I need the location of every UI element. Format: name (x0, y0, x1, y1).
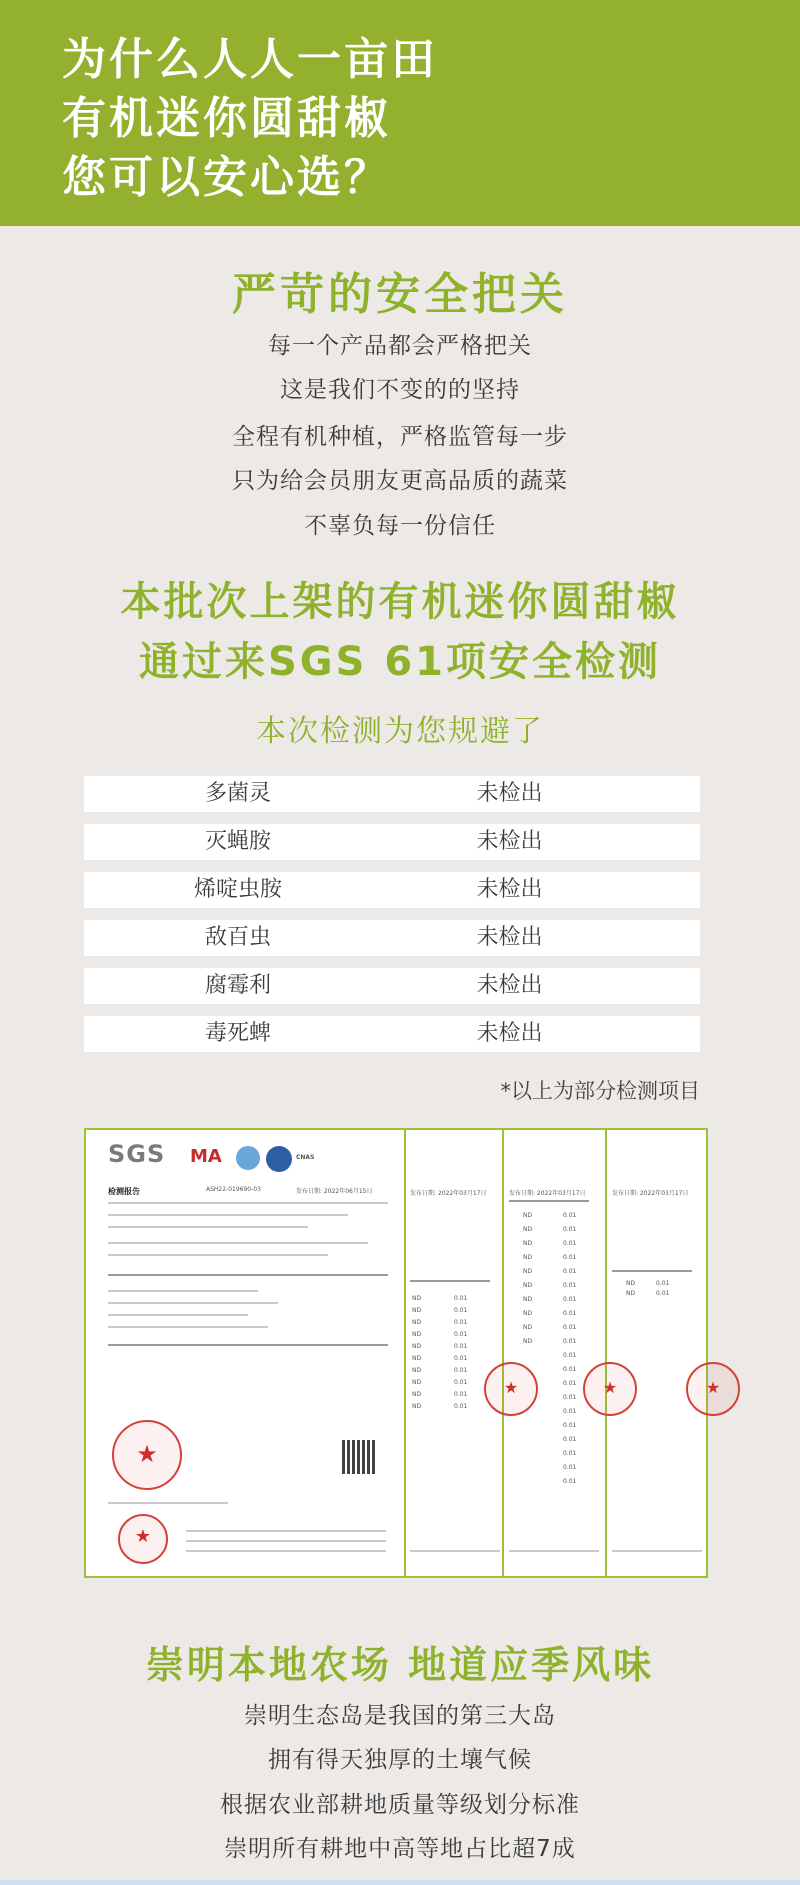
safety-line-5: 不辜负每一份信任 (304, 513, 496, 539)
test-result: 未检出 (476, 877, 543, 902)
header-banner (0, 0, 800, 226)
header-line-2: 有机迷你圆甜椒 (62, 93, 391, 144)
seal-stamp-icon: ★ (118, 1514, 168, 1564)
farm-title: 崇明本地农场 地道应季风味 (145, 1643, 655, 1687)
pesticide-name: 敌百虫 (204, 925, 271, 950)
farm-line-4: 崇明所有耕地中高等地占比超7成 (224, 1836, 576, 1862)
safety-line-3: 全程有机种植，严格监管每一步 (232, 424, 568, 450)
cma-logo: MA (190, 1146, 222, 1167)
table-row (84, 824, 700, 860)
farm-line-1: 崇明生态岛是我国的第三大岛 (244, 1703, 556, 1729)
safety-title: 严苛的安全把关 (232, 269, 568, 320)
test-result: 未检出 (476, 829, 543, 854)
test-result: 未检出 (476, 925, 543, 950)
table-row (84, 776, 700, 812)
test-result: 未检出 (476, 781, 543, 806)
report-page-3: 发布日期: 2022年03月17日 0.01 0.01 0.01 0.01 0.01 0.01 0.01 0.01 0.01 0.01 0.01 0.01 0.01 0.01 0.01 0.01 0.01 0.01 0.01 0.01 ND ND ND ND ND ND ND ND ND ND ★ (501, 1128, 607, 1578)
footnote: *以上为部分检测项目 (500, 1079, 700, 1103)
bottom-divider (0, 1880, 800, 1885)
seal-stamp-icon: ★ (112, 1420, 182, 1490)
safety-line-4: 只为给会员朋友更高品质的蔬菜 (232, 468, 568, 494)
farm-line-2: 拥有得天独厚的土壤气候 (268, 1747, 532, 1773)
table-row (84, 872, 700, 908)
pesticide-name: 毒死蜱 (204, 1021, 271, 1046)
report-page-4: 发布日期: 2022年03月17日 0.01 0.01 ND ND ★ (604, 1128, 708, 1578)
qr-code-icon (342, 1440, 376, 1474)
seal-stamp-icon: ★ (484, 1362, 538, 1416)
report-page-1: SGS MA CNAS 检测报告 ASH22-019690-03 发布日期: 2022年06月15日 ★ ★ (84, 1128, 406, 1578)
test-result: 未检出 (476, 973, 543, 998)
pesticide-name: 腐霉利 (204, 973, 271, 998)
seal-stamp-icon: ★ (686, 1362, 740, 1416)
cnas-logo-icon (266, 1146, 292, 1172)
table-row (84, 968, 700, 1004)
sgs-title-line-1: 本批次上架的有机迷你圆甜椒 (120, 579, 680, 625)
ilac-mra-icon (236, 1146, 260, 1170)
sgs-title-line-2: 通过来SGS 61项安全检测 (138, 639, 662, 685)
table-row (84, 1016, 700, 1052)
table-row (84, 920, 700, 956)
safety-line-2: 这是我们不变的的坚持 (280, 377, 520, 403)
header-line-3: 您可以安心选？ (62, 152, 391, 203)
test-report-images (84, 1128, 721, 1580)
pesticide-name: 灭蝇胺 (204, 829, 271, 854)
pesticide-name: 多菌灵 (204, 781, 271, 806)
pesticide-name: 烯啶虫胺 (193, 877, 282, 902)
sgs-subtitle: 本次检测为您规避了 (256, 714, 544, 749)
header-line-1: 为什么人人一亩田 (62, 34, 438, 85)
seal-stamp-icon: ★ (583, 1362, 637, 1416)
sgs-logo: SGS (108, 1140, 166, 1168)
farm-line-3: 根据农业部耕地质量等级划分标准 (220, 1792, 580, 1818)
report-page-2: 发布日期: 2022年03月17日 ND ND ND ND ND ND ND ND ND ND 0.01 0.01 0.01 0.01 0.01 0.01 0.01 0.01 0.01 0.01 ★ (402, 1128, 504, 1578)
test-result: 未检出 (476, 1021, 543, 1046)
safety-line-1: 每一个产品都会严格把关 (268, 333, 532, 359)
